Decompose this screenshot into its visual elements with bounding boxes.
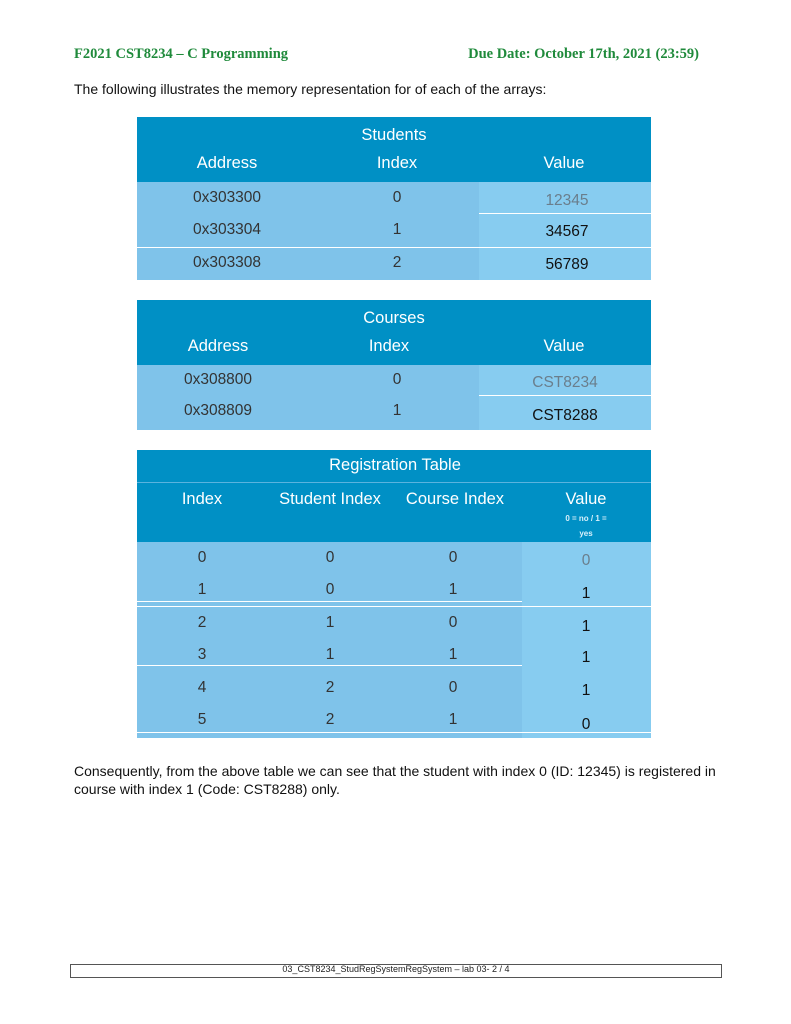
- course-index-cell: 0: [448, 614, 458, 631]
- course-index-column-header: Course Index: [405, 490, 505, 508]
- value-cell: 1: [581, 649, 591, 666]
- index-cell: 3: [197, 646, 207, 663]
- index-column-header: Index: [181, 490, 223, 508]
- course-index-cell: 1: [448, 711, 458, 728]
- index-cell: 2: [197, 614, 207, 631]
- students-table-title: Students: [361, 126, 427, 144]
- index-cell: 1: [392, 402, 402, 419]
- value-column-header: Value: [543, 337, 585, 355]
- student-index-cell: 0: [325, 581, 335, 598]
- index-column-header: Index: [376, 154, 418, 172]
- address-cell: 0x303300: [192, 189, 262, 206]
- index-cell: 0: [197, 549, 207, 566]
- students-table-header: [137, 117, 651, 182]
- registration-table-title: Registration Table: [329, 456, 461, 474]
- course-title: F2021 CST8234 – C Programming: [74, 46, 289, 62]
- address-cell: 0x303308: [192, 254, 262, 271]
- value-cell: 0: [581, 552, 591, 569]
- index-column-header: Index: [368, 337, 410, 355]
- student-index-cell: 1: [325, 646, 335, 663]
- courses-table: [137, 300, 651, 430]
- course-index-cell: 1: [448, 646, 458, 663]
- index-cell: 1: [197, 581, 207, 598]
- value-column-header: Value: [565, 490, 607, 508]
- course-index-cell: 0: [448, 549, 458, 566]
- index-cell: 4: [197, 679, 207, 696]
- registration-table-header: [137, 450, 651, 542]
- address-cell: 0x308809: [183, 402, 253, 419]
- student-index-cell: 0: [325, 549, 335, 566]
- course-index-cell: 1: [448, 581, 458, 598]
- value-cell: 12345: [545, 192, 589, 209]
- value-cell: 0: [581, 716, 591, 733]
- intro-paragraph: The following illustrates the memory representation for of each of the arrays:: [74, 81, 547, 97]
- students-table-body: [137, 182, 651, 280]
- student-index-cell: 2: [325, 711, 335, 728]
- registration-table: [137, 450, 651, 738]
- value-legend-line-1: 0 = no / 1 =: [565, 514, 607, 523]
- index-cell: 5: [197, 711, 207, 728]
- due-date: Due Date: October 17th, 2021 (23:59): [468, 46, 699, 62]
- address-cell: 0x308800: [183, 371, 253, 388]
- value-cell: CST8234: [532, 374, 598, 391]
- value-cell: 1: [581, 618, 591, 635]
- address-cell: 0x303304: [192, 221, 262, 238]
- value-legend-line-2: yes: [579, 529, 593, 538]
- student-index-column-header: Student Index: [279, 490, 381, 508]
- conclusion-paragraph: Consequently, from the above table we can see that the student with index 0 (ID: 12345) is registered in course with index 1 (Code: CST8288) only.: [74, 763, 716, 797]
- value-column-header: Value: [543, 154, 585, 172]
- address-column-header: Address: [196, 154, 258, 172]
- index-cell: 0: [392, 189, 402, 206]
- value-cell: CST8288: [532, 407, 598, 424]
- courses-table-title: Courses: [363, 309, 425, 327]
- value-cell: 34567: [545, 223, 589, 240]
- address-column-header: Address: [187, 337, 249, 355]
- course-index-cell: 0: [448, 679, 458, 696]
- footer-label: 03_CST8234_StudRegSystemRegSystem – lab 03- 2 / 4: [282, 964, 510, 974]
- value-cell: 1: [581, 682, 591, 699]
- page-footer: [70, 964, 722, 978]
- registration-table-body: [137, 542, 651, 738]
- value-cell: 1: [581, 585, 591, 602]
- index-cell: 2: [392, 254, 402, 271]
- courses-table-body: [137, 365, 651, 430]
- value-cell: 56789: [545, 256, 589, 273]
- index-cell: 1: [392, 221, 402, 238]
- student-index-cell: 2: [325, 679, 335, 696]
- courses-table-header: [137, 300, 651, 365]
- students-table: [137, 117, 651, 280]
- student-index-cell: 1: [325, 614, 335, 631]
- index-cell: 0: [392, 371, 402, 388]
